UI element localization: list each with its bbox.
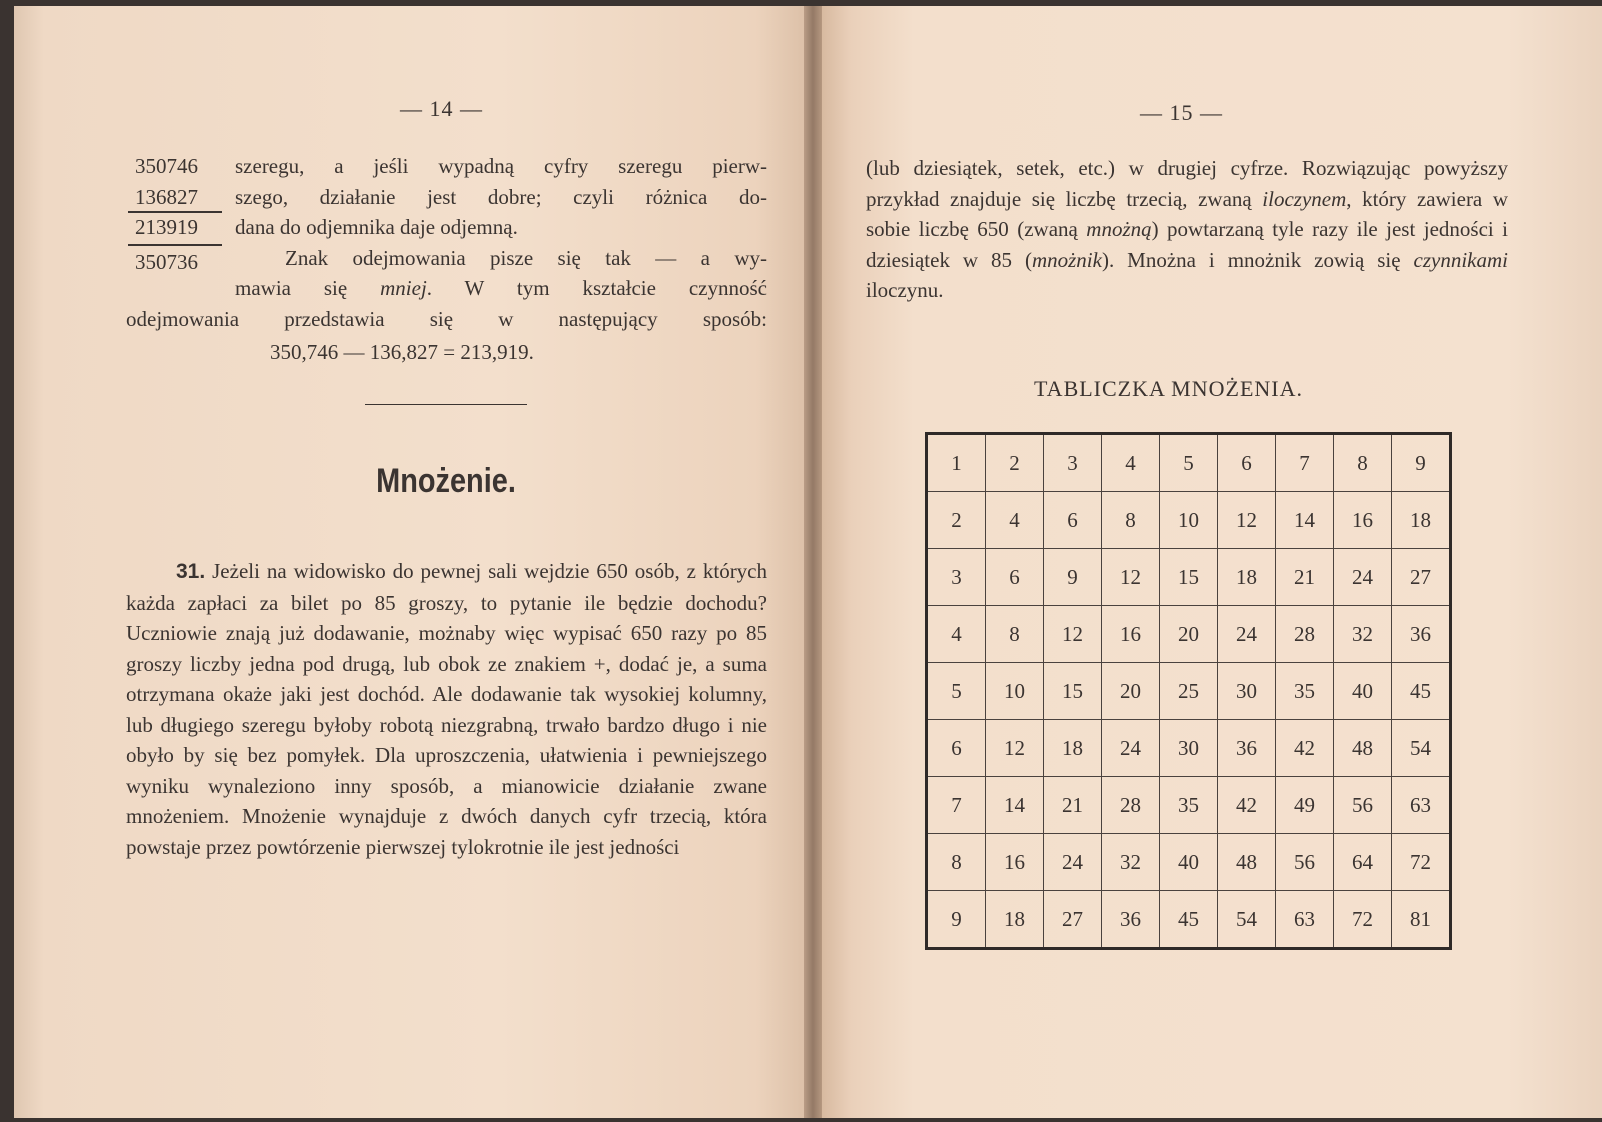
table-cell: 5: [1160, 434, 1218, 492]
table-cell: 6: [927, 720, 986, 777]
table-cell: 27: [1044, 891, 1102, 949]
table-cell: 25: [1160, 663, 1218, 720]
table-cell: 32: [1334, 606, 1392, 663]
table-cell: 24: [1044, 834, 1102, 891]
table-cell: 24: [1218, 606, 1276, 663]
table-cell: 12: [1102, 549, 1160, 606]
table-cell: 8: [986, 606, 1044, 663]
table-cell: 9: [927, 891, 986, 949]
table-row: [927, 663, 1451, 720]
table-cell: 6: [1218, 434, 1276, 492]
table-cell: 72: [1334, 891, 1392, 949]
term-czynniki: czynnikami: [1413, 247, 1508, 272]
table-cell: 3: [1044, 434, 1102, 492]
table-cell: 30: [1218, 663, 1276, 720]
table-cell: 48: [1218, 834, 1276, 891]
table-cell: 81: [1392, 891, 1451, 949]
table-cell: 5: [927, 663, 986, 720]
table-cell: 16: [1102, 606, 1160, 663]
table-cell: 2: [927, 492, 986, 549]
para-part-4: ). Mnożna i mnożnik zowią się: [1101, 247, 1414, 272]
table-cell: 48: [1334, 720, 1392, 777]
table-cell: 49: [1276, 777, 1334, 834]
table-cell: 40: [1160, 834, 1218, 891]
table-cell: 18: [986, 891, 1044, 949]
table-row: [927, 492, 1451, 549]
table-title: TABLICZKA MNOŻENIA.: [1034, 376, 1303, 401]
table-row: [927, 720, 1451, 777]
table-cell: 12: [986, 720, 1044, 777]
table-cell: 4: [927, 606, 986, 663]
table-cell: 7: [927, 777, 986, 834]
table-cell: 10: [986, 663, 1044, 720]
intro-line-3: dana do odjemnika daje odjemną.: [235, 215, 518, 239]
table-cell: 30: [1160, 720, 1218, 777]
table-cell: 7: [1276, 434, 1334, 492]
table-cell: 36: [1102, 891, 1160, 949]
table-cell: 14: [1276, 492, 1334, 549]
table-cell: 28: [1276, 606, 1334, 663]
table-cell: 14: [986, 777, 1044, 834]
book-gutter: [804, 6, 822, 1118]
intro-line-1: szeregu, a jeśli wypadną cyfry szeregu pierw-: [235, 154, 767, 178]
table-cell: 21: [1276, 549, 1334, 606]
para-part-1: (lub dziesiątek, setek, etc.) w drugiej cyfrze. Rozwiązując powyższy przykład znajduje się liczbę trzecią, zwaną: [866, 156, 1508, 211]
table-row: [927, 777, 1451, 834]
table-cell: 54: [1392, 720, 1451, 777]
table-cell: 18: [1044, 720, 1102, 777]
table-cell: 24: [1102, 720, 1160, 777]
table-cell: 28: [1102, 777, 1160, 834]
table-cell: 63: [1392, 777, 1451, 834]
table-cell: 45: [1392, 663, 1451, 720]
table-cell: 6: [1044, 492, 1102, 549]
subtraction-rule-2: [128, 244, 222, 246]
intro-line-4: Znak odejmowania pisze się tak — a wy-: [285, 245, 767, 270]
check-sum: 350736: [135, 250, 198, 274]
table-cell: 8: [1334, 434, 1392, 492]
table-row: [927, 434, 1451, 492]
table-cell: 18: [1392, 492, 1451, 549]
para-part-3: ) powtarzaną tyle razy ile jest jedności i dziesiątek w 85 (: [866, 217, 1508, 272]
term-mnoznik: mnożnik: [1031, 247, 1102, 272]
table-cell: 4: [986, 492, 1044, 549]
table-cell: 42: [1276, 720, 1334, 777]
table-row: [927, 891, 1451, 949]
table-cell: 18: [1218, 549, 1276, 606]
table-row: [927, 549, 1451, 606]
intro-line-2: szego, działanie jest dobre; czyli różnica do-: [235, 184, 767, 209]
table-cell: 72: [1392, 834, 1451, 891]
table-cell: 15: [1160, 549, 1218, 606]
intro-line-5b: . W tym kształcie czynność: [426, 276, 767, 300]
table-cell: 42: [1218, 777, 1276, 834]
table-cell: 9: [1392, 434, 1451, 492]
table-row: [927, 834, 1451, 891]
table-cell: 12: [1044, 606, 1102, 663]
table-row: [927, 606, 1451, 663]
table-cell: 56: [1276, 834, 1334, 891]
section-heading: Mnożenie.: [376, 462, 516, 500]
table-cell: 4: [1102, 434, 1160, 492]
table-cell: 54: [1218, 891, 1276, 949]
table-cell: 24: [1334, 549, 1392, 606]
page-number-right: — 15 —: [1140, 100, 1223, 125]
term-mnozna: mnożną: [1086, 217, 1152, 241]
table-cell: 20: [1102, 663, 1160, 720]
table-cell: 21: [1044, 777, 1102, 834]
minuend: 350746: [135, 154, 198, 178]
intro-word-mniej: mniej: [380, 276, 427, 300]
intro-line-5a: mawia się: [235, 276, 381, 300]
table-cell: 10: [1160, 492, 1218, 549]
section-paragraph: [126, 556, 767, 862]
intro-text: [235, 151, 767, 304]
section-number: 31.: [176, 560, 206, 583]
table-cell: 6: [986, 549, 1044, 606]
intro-full-line: odejmowania przedstawia się w następujący sposób:: [126, 307, 767, 331]
table-cell: 40: [1334, 663, 1392, 720]
table-cell: 35: [1160, 777, 1218, 834]
table-cell: 8: [1102, 492, 1160, 549]
para-part-5: iloczynu.: [866, 278, 944, 302]
table-cell: 64: [1334, 834, 1392, 891]
table-cell: 20: [1160, 606, 1218, 663]
right-paragraph: [866, 153, 1508, 306]
table-cell: 63: [1276, 891, 1334, 949]
table-cell: 36: [1218, 720, 1276, 777]
page-number-left: — 14 —: [400, 96, 483, 121]
term-iloczyn: iloczynem: [1262, 186, 1347, 211]
table-cell: 3: [927, 549, 986, 606]
table-cell: 12: [1218, 492, 1276, 549]
subtrahend: 136827: [135, 185, 198, 209]
paragraph-text: Jeżeli na widowisko do pewnej sali wejdzie 650 osób, z których każda zapłaci za bilet po 85 groszy, to pytanie ile będzie dochodu? Uczniowie znają już dodawanie, możnaby więc wypisać 650 razy po 85 groszy liczby jedna pod drugą, lub obok ze znakiem +, dodać je, a suma otrzymana okaże jaki jest dochód. Ale dodawanie tak wysokiej kolumny, lub długiego szeregu byłoby robotą niezgrabną, trwało bardzo długo i nie obyło by się bez pomyłek. Dla uproszczenia, ułatwienia i pewniejszego wyniku wynaleziono inny sposób, a mianowicie działanie zwane mnożeniem. Mnożenie wynajduje z dwóch danych cyfr trzecią, która powstaje przez powtórzenie pierwszej tylokrotnie ile jest jedności: [126, 559, 768, 859]
difference: 213919: [135, 215, 198, 239]
para-part-2: , który zawiera w sobie liczbę 650 (zwaną: [866, 186, 1508, 241]
table-cell: 27: [1392, 549, 1451, 606]
table-cell: 16: [1334, 492, 1392, 549]
table-cell: 16: [986, 834, 1044, 891]
table-cell: 9: [1044, 549, 1102, 606]
subtraction-equation: 350,746 — 136,827 = 213,919.: [270, 340, 534, 364]
table-cell: 56: [1334, 777, 1392, 834]
table-cell: 36: [1392, 606, 1451, 663]
multiplication-table: [925, 432, 1452, 950]
table-cell: 35: [1276, 663, 1334, 720]
table-cell: 8: [927, 834, 986, 891]
intro-line-5: [235, 273, 767, 304]
table-cell: 32: [1102, 834, 1160, 891]
table-cell: 2: [986, 434, 1044, 492]
table-cell: 45: [1160, 891, 1218, 949]
table-cell: 15: [1044, 663, 1102, 720]
section-divider: [365, 404, 527, 405]
table-cell: 1: [927, 434, 986, 492]
